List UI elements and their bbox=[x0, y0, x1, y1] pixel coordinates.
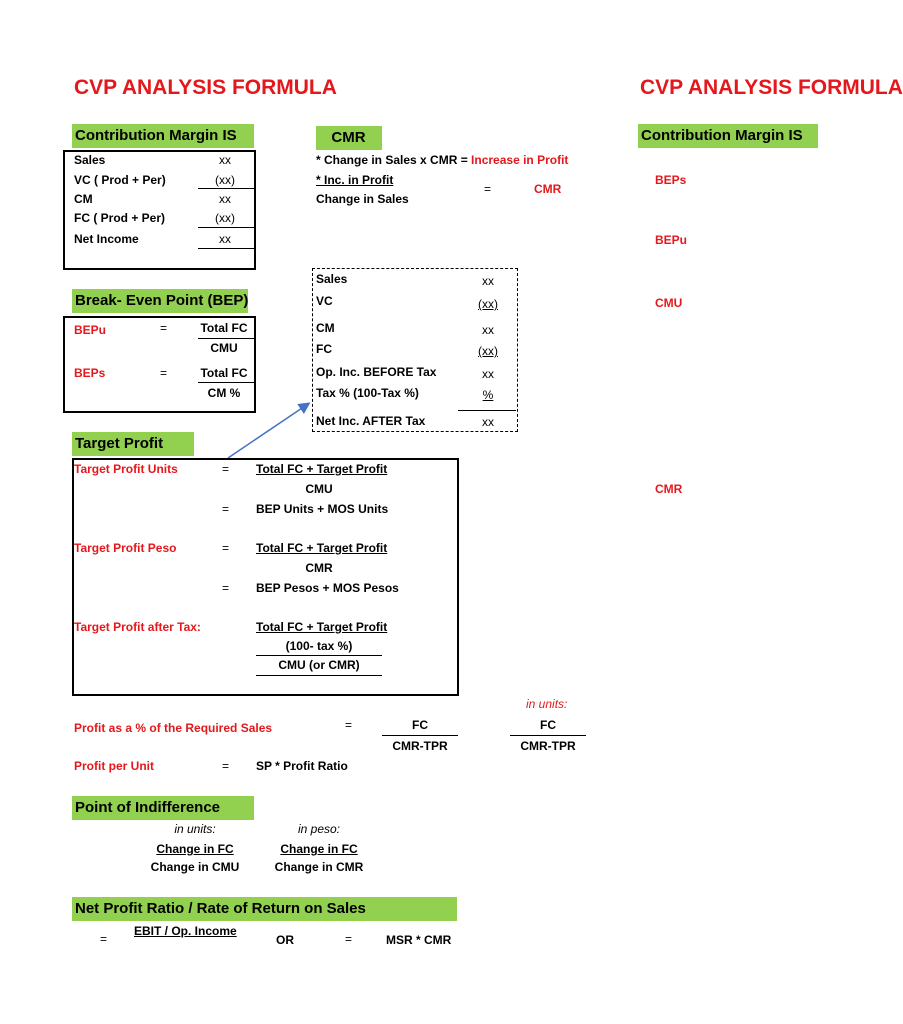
tp-tax-numerator: Total FC + Target Profit bbox=[256, 620, 388, 634]
profit-per-unit-label: Profit per Unit bbox=[74, 759, 154, 773]
is-cm-value: xx bbox=[482, 323, 494, 337]
right-section-header: Contribution Margin IS bbox=[638, 124, 818, 148]
cm-row-fc-value: (xx) bbox=[215, 211, 235, 225]
page-title: CVP ANALYSIS FORMULA bbox=[74, 76, 337, 99]
cm-row-net-income-label: Net Income bbox=[74, 232, 139, 246]
bep-bepu-equals: = bbox=[160, 321, 168, 335]
tp-tax-denominator: CMU (or CMR) bbox=[278, 658, 360, 672]
tp-peso-denominator: CMR bbox=[305, 561, 333, 575]
profit-pct-numerator-1: FC bbox=[412, 718, 428, 732]
indifference-units-caption: in units: bbox=[174, 822, 216, 836]
right-page-title: CVP ANALYSIS FORMULA bbox=[640, 76, 903, 99]
cmr-equals: = bbox=[484, 182, 492, 196]
profit-pct-in-units-caption: in units: bbox=[526, 697, 568, 711]
tp-units-alt: BEP Units + MOS Units bbox=[256, 502, 389, 516]
is-op-inc-label: Op. Inc. BEFORE Tax bbox=[316, 365, 437, 379]
is-sales-label: Sales bbox=[316, 272, 348, 286]
indifference-units-denominator: Change in CMU bbox=[150, 860, 240, 874]
bep-bepu-label: BEPu bbox=[74, 323, 107, 337]
is-net-inc-label: Net Inc. AFTER Tax bbox=[316, 414, 426, 428]
contribution-margin-header: Contribution Margin IS bbox=[72, 124, 254, 148]
right-item-cmu: CMU bbox=[655, 296, 683, 310]
tp-tax-label: Target Profit after Tax: bbox=[74, 620, 201, 634]
cmr-denominator: Change in Sales bbox=[316, 192, 409, 206]
cmr-line1-prefix: * Change in Sales x CMR = bbox=[316, 153, 472, 167]
is-fc-label: FC bbox=[316, 342, 332, 356]
right-item-cmr: CMR bbox=[655, 482, 683, 496]
bep-beps-numerator: Total FC bbox=[200, 366, 248, 380]
cmr-header: CMR bbox=[316, 126, 382, 150]
bep-bepu-denominator: CMU bbox=[210, 341, 238, 355]
npr-alt: MSR * CMR bbox=[386, 933, 452, 947]
tp-peso-numerator: Total FC + Target Profit bbox=[256, 541, 388, 555]
cm-row-sales-value: xx bbox=[219, 153, 231, 167]
cmr-numerator: * Inc. in Profit bbox=[316, 173, 394, 187]
profit-pct-label: Profit as a % of the Required Sales bbox=[74, 721, 273, 735]
net-profit-ratio-row bbox=[0, 920, 768, 947]
tp-peso-equals: = bbox=[222, 541, 230, 555]
tp-peso-equals-2: = bbox=[222, 581, 230, 595]
tp-units-label: Target Profit Units bbox=[74, 462, 178, 476]
is-sales-value: xx bbox=[482, 274, 494, 288]
bep-beps-label: BEPs bbox=[74, 366, 106, 380]
net-profit-ratio-header: Net Profit Ratio / Rate of Return on Sales bbox=[72, 897, 457, 921]
tp-peso-label: Target Profit Peso bbox=[74, 541, 177, 555]
bep-beps-denominator: CM % bbox=[207, 386, 241, 400]
profit-per-unit-formula: SP * Profit Ratio bbox=[256, 759, 348, 773]
tp-tax-middle: (100- tax %) bbox=[285, 639, 353, 653]
cm-row-fc-label: FC ( Prod + Per) bbox=[74, 211, 166, 225]
right-item-bepu: BEPu bbox=[655, 233, 688, 247]
tp-units-denominator: CMU bbox=[305, 482, 333, 496]
profit-pct-equals: = bbox=[345, 718, 353, 732]
npr-or: OR bbox=[276, 933, 294, 947]
profit-pct-numerator-2: FC bbox=[540, 718, 556, 732]
profit-per-unit-equals: = bbox=[222, 759, 230, 773]
tp-tax-underline bbox=[256, 675, 382, 676]
is-net-inc-value: xx bbox=[482, 415, 494, 429]
indifference-peso-caption: in peso: bbox=[297, 822, 341, 836]
cm-row-vc-label: VC ( Prod + Per) bbox=[74, 173, 166, 187]
indifference-header: Point of Indifference bbox=[72, 796, 254, 820]
cm-row-net-income-value: xx bbox=[219, 232, 231, 246]
bep-header: Break- Even Point (BEP) bbox=[72, 289, 248, 313]
npr-equals-2: = bbox=[345, 932, 353, 946]
profit-pct-fraction-line-2 bbox=[510, 735, 586, 736]
npr-equals-1: = bbox=[100, 932, 108, 946]
tp-peso-alt: BEP Pesos + MOS Pesos bbox=[256, 581, 399, 595]
is-cm-label: CM bbox=[316, 321, 335, 335]
tp-tax-fraction-line bbox=[256, 655, 382, 656]
tp-units-equals: = bbox=[222, 462, 230, 476]
is-vc-label: VC bbox=[316, 294, 333, 308]
indifference-units-numerator: Change in FC bbox=[156, 842, 234, 856]
bep-bepu-numerator: Total FC bbox=[200, 321, 248, 335]
right-item-beps: BEPs bbox=[655, 173, 687, 187]
cm-row-cm-label: CM bbox=[74, 192, 93, 206]
cm-row-cm-value: xx bbox=[219, 192, 231, 206]
is-vc-value: (xx) bbox=[478, 297, 498, 311]
cmr-line1-result: Increase in Profit bbox=[471, 153, 569, 167]
cm-row-vc-value: (xx) bbox=[215, 173, 235, 187]
npr-numerator: EBIT / Op. Income bbox=[134, 924, 237, 938]
is-tax-value: % bbox=[482, 388, 494, 402]
is-op-inc-value: xx bbox=[482, 367, 494, 381]
indifference-peso-denominator: Change in CMR bbox=[274, 860, 364, 874]
cmr-result: CMR bbox=[534, 182, 562, 196]
profit-pct-denominator-1: CMR-TPR bbox=[392, 739, 448, 753]
is-fc-value: (xx) bbox=[478, 344, 498, 358]
tp-units-equals-2: = bbox=[222, 502, 230, 516]
tp-units-numerator: Total FC + Target Profit bbox=[256, 462, 388, 476]
is-tax-label: Tax % (100-Tax %) bbox=[316, 386, 419, 400]
cm-row-sales-label: Sales bbox=[74, 153, 106, 167]
profit-pct-denominator-2: CMR-TPR bbox=[520, 739, 576, 753]
target-profit-header: Target Profit bbox=[72, 432, 194, 456]
indifference-peso-numerator: Change in FC bbox=[280, 842, 358, 856]
bep-beps-equals: = bbox=[160, 366, 168, 380]
profit-pct-fraction-line-1 bbox=[382, 735, 458, 736]
